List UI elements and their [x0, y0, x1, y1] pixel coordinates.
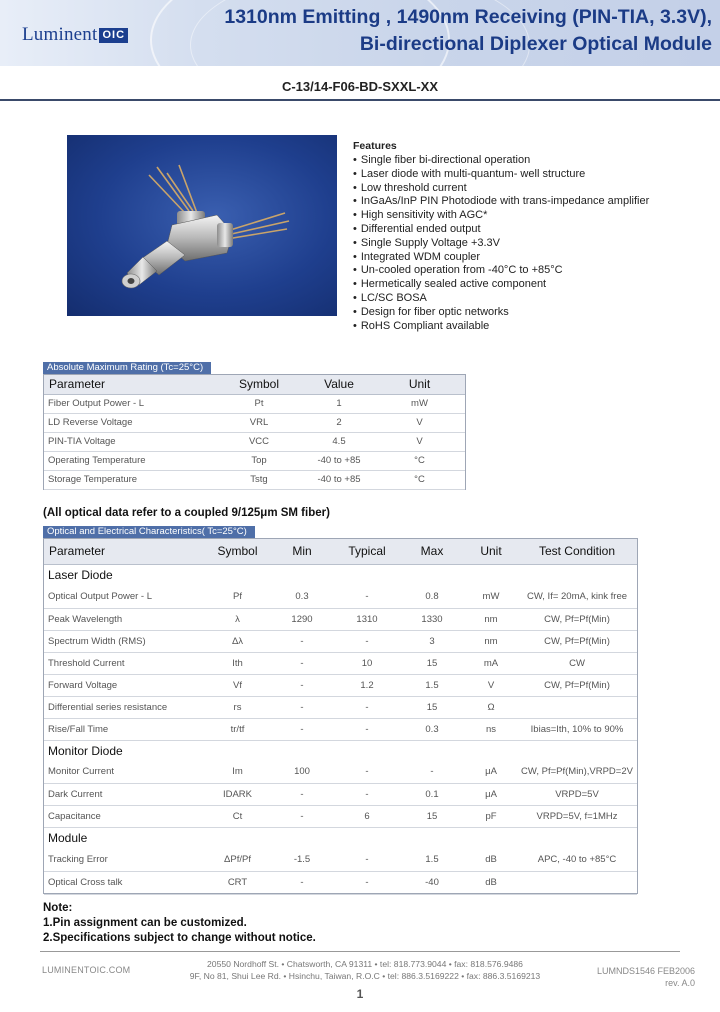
- column-header: Symbol: [206, 539, 269, 564]
- table-cell: -: [335, 783, 399, 805]
- table-cell: Forward Voltage: [44, 674, 206, 696]
- feature-item: • Hermetically sealed active component: [353, 278, 713, 292]
- optical-data-note: (All optical data refer to a coupled 9/125μm SM fiber): [43, 507, 330, 519]
- table-cell: 1: [304, 394, 374, 413]
- table-row: [44, 470, 465, 489]
- table-cell: -: [269, 696, 335, 718]
- page-number: 1: [356, 987, 364, 1001]
- table-cell: 1.5: [399, 848, 465, 871]
- table-row: [44, 696, 637, 718]
- footer-address-tw: 9F, No 81, Shui Lee Rd. • Hsinchu, Taiwan, R.O.C • tel: 886.3.5169222 • fax: 886.3.5169213: [189, 971, 541, 981]
- column-header: Parameter: [44, 375, 214, 394]
- oe-header-row: [44, 539, 637, 564]
- table-cell: Storage Temperature: [44, 470, 214, 489]
- doc-revision: rev. A.0: [665, 978, 695, 988]
- table-cell: Tracking Error: [44, 848, 206, 871]
- table-cell: Operating Temperature: [44, 451, 214, 470]
- table-cell: 3: [399, 630, 465, 652]
- footer-doc-info: [597, 965, 695, 989]
- table-cell: Rise/Fall Time: [44, 718, 206, 740]
- group-heading-monitor-diode: Monitor Diode: [48, 743, 123, 758]
- table-cell: Vf: [206, 674, 269, 696]
- notes-section: [43, 901, 316, 946]
- column-header: Symbol: [214, 375, 304, 394]
- table-row: [44, 451, 465, 470]
- table-row: [44, 608, 637, 630]
- table-cell: -40 to +85: [304, 451, 374, 470]
- table-cell: -: [335, 586, 399, 608]
- feature-item: • Integrated WDM coupler: [353, 251, 713, 265]
- feature-item: • High sensitivity with AGC*: [353, 209, 713, 223]
- table-cell: 100: [269, 761, 335, 783]
- table-cell: μA: [465, 783, 517, 805]
- table-cell: APC, -40 to +85°C: [517, 848, 637, 871]
- table-cell: VCC: [214, 432, 304, 451]
- abs-max-title: Absolute Maximum Rating (Tc=25°C): [43, 362, 211, 374]
- table-cell: 0.8: [399, 586, 465, 608]
- table-cell: nm: [465, 630, 517, 652]
- table-cell: Spectrum Width (RMS): [44, 630, 206, 652]
- table-cell: Monitor Current: [44, 761, 206, 783]
- footer-website: LUMINENTOIC.COM: [42, 965, 131, 975]
- abs-max-table: [44, 375, 465, 490]
- table-cell: mW: [465, 586, 517, 608]
- table-cell: 1310: [335, 608, 399, 630]
- feature-item: • Single fiber bi-directional operation: [353, 154, 713, 168]
- logo-badge: OIC: [99, 28, 128, 43]
- feature-item: • Laser diode with multi-quantum- well structure: [353, 168, 713, 182]
- table-cell: dB: [465, 871, 517, 894]
- table-cell: -: [269, 805, 335, 827]
- table-cell: Peak Wavelength: [44, 608, 206, 630]
- note-item: 1.Pin assignment can be customized.: [43, 917, 247, 929]
- table-row: [44, 652, 637, 674]
- table-cell: mA: [465, 652, 517, 674]
- table-cell: VRPD=5V: [517, 783, 637, 805]
- table-cell: 15: [399, 652, 465, 674]
- oe-table-title: Optical and Electrical Characteristics( Tc=25°C): [43, 526, 255, 538]
- table-cell: Threshold Current: [44, 652, 206, 674]
- table-cell: CW, Pf=Pf(Min): [517, 674, 637, 696]
- table-row: [44, 413, 465, 432]
- table-cell: -: [269, 783, 335, 805]
- table-row: [44, 674, 637, 696]
- features-section: [353, 140, 713, 333]
- group-row: [44, 827, 637, 848]
- table-cell: CW, If= 20mA, kink free: [517, 586, 637, 608]
- table-cell: [517, 871, 637, 894]
- table-row: [44, 586, 637, 608]
- abs-max-header-row: [44, 375, 465, 394]
- table-cell: CW, Pf=Pf(Min): [517, 630, 637, 652]
- feature-item: • Single Supply Voltage +3.3V: [353, 237, 713, 251]
- table-cell: Δλ: [206, 630, 269, 652]
- table-cell: CW, Pf=Pf(Min): [517, 608, 637, 630]
- group-row: [44, 564, 637, 586]
- table-cell: -: [335, 848, 399, 871]
- table-cell: CW: [517, 652, 637, 674]
- table-cell: Dark Current: [44, 783, 206, 805]
- table-cell: -: [269, 718, 335, 740]
- table-cell: μA: [465, 761, 517, 783]
- table-cell: -40: [399, 871, 465, 894]
- table-row: [44, 718, 637, 740]
- table-cell: °C: [374, 470, 465, 489]
- part-number-bar: [0, 76, 720, 101]
- table-cell: VRPD=5V, f=1MHz: [517, 805, 637, 827]
- table-cell: VRL: [214, 413, 304, 432]
- column-header: Value: [304, 375, 374, 394]
- table-cell: -: [335, 761, 399, 783]
- table-cell: Tstg: [214, 470, 304, 489]
- table-cell: Ω: [465, 696, 517, 718]
- table-cell: dB: [465, 848, 517, 871]
- table-cell: -: [269, 630, 335, 652]
- table-cell: Optical Output Power - L: [44, 586, 206, 608]
- table-cell: -: [335, 871, 399, 894]
- table-cell: Ith: [206, 652, 269, 674]
- table-cell: [517, 696, 637, 718]
- table-cell: 2: [304, 413, 374, 432]
- column-header: Test Condition: [517, 539, 637, 564]
- column-header: Unit: [374, 375, 465, 394]
- table-cell: LD Reverse Voltage: [44, 413, 214, 432]
- table-cell: λ: [206, 608, 269, 630]
- table-cell: 0.3: [399, 718, 465, 740]
- table-cell: 1330: [399, 608, 465, 630]
- table-row: [44, 432, 465, 451]
- table-cell: -: [269, 652, 335, 674]
- feature-item: • RoHS Compliant available: [353, 320, 713, 334]
- table-row: [44, 871, 637, 894]
- page-title-line1: 1310nm Emitting , 1490nm Receiving (PIN-TIA, 3.3V),: [224, 6, 712, 28]
- feature-item: • Design for fiber optic networks: [353, 306, 713, 320]
- table-cell: 10: [335, 652, 399, 674]
- table-cell: -: [269, 871, 335, 894]
- column-header: Max: [399, 539, 465, 564]
- table-cell: CRT: [206, 871, 269, 894]
- table-cell: IDARK: [206, 783, 269, 805]
- features-list: [353, 154, 713, 333]
- table-cell: ΔPf/Pf: [206, 848, 269, 871]
- table-row: [44, 630, 637, 652]
- table-cell: -: [335, 630, 399, 652]
- product-photo: [67, 135, 337, 316]
- table-row: [44, 848, 637, 871]
- table-cell: 1.2: [335, 674, 399, 696]
- table-cell: -: [335, 696, 399, 718]
- footer-address-us: 20550 Nordhoff St. • Chatsworth, CA 91311 • tel: 818.773.9044 • fax: 818.576.9486: [207, 959, 523, 969]
- table-cell: -1.5: [269, 848, 335, 871]
- logo-text: Luminent: [22, 24, 98, 45]
- features-heading: Features: [353, 140, 397, 152]
- table-cell: Pt: [214, 394, 304, 413]
- table-cell: rs: [206, 696, 269, 718]
- table-row: [44, 783, 637, 805]
- company-logo: [22, 24, 128, 46]
- table-cell: °C: [374, 451, 465, 470]
- table-row: [44, 761, 637, 783]
- table-cell: CW, Pf=Pf(Min),VRPD=2V: [517, 761, 637, 783]
- table-cell: mW: [374, 394, 465, 413]
- column-header: Typical: [335, 539, 399, 564]
- table-cell: 1.5: [399, 674, 465, 696]
- table-row: [44, 805, 637, 827]
- feature-item: • InGaAs/InP PIN Photodiode with trans-impedance amplifier: [353, 195, 713, 209]
- feature-item: • Differential ended output: [353, 223, 713, 237]
- table-cell: Optical Cross talk: [44, 871, 206, 894]
- doc-number: LUMNDS1546 FEB2006: [596, 966, 695, 976]
- feature-item: • LC/SC BOSA: [353, 292, 713, 306]
- table-cell: Im: [206, 761, 269, 783]
- part-number: C-13/14-F06-BD-SXXL-XX: [281, 79, 439, 94]
- note-item: 2.Specifications subject to change without notice.: [43, 932, 316, 944]
- table-cell: Capacitance: [44, 805, 206, 827]
- table-cell: Differential series resistance: [44, 696, 206, 718]
- table-cell: 15: [399, 805, 465, 827]
- table-cell: PIN-TIA Voltage: [44, 432, 214, 451]
- header-banner: [0, 0, 720, 66]
- table-cell: tr/tf: [206, 718, 269, 740]
- table-cell: 4.5: [304, 432, 374, 451]
- column-header: Parameter: [44, 539, 206, 564]
- table-cell: -: [269, 674, 335, 696]
- group-heading-module: Module: [48, 830, 88, 845]
- table-cell: ns: [465, 718, 517, 740]
- oe-table: [44, 539, 637, 895]
- footer-divider: [40, 951, 680, 952]
- table-cell: -40 to +85: [304, 470, 374, 489]
- group-heading-laser-diode: Laser Diode: [48, 568, 113, 583]
- bosa-module-illustration: [67, 135, 337, 316]
- table-cell: V: [374, 413, 465, 432]
- table-cell: Top: [214, 451, 304, 470]
- table-cell: 15: [399, 696, 465, 718]
- feature-item: • Low threshold current: [353, 182, 713, 196]
- group-row: [44, 740, 637, 761]
- table-cell: 0.3: [269, 586, 335, 608]
- table-cell: 6: [335, 805, 399, 827]
- table-cell: Fiber Output Power - L: [44, 394, 214, 413]
- table-cell: V: [374, 432, 465, 451]
- table-cell: nm: [465, 608, 517, 630]
- table-cell: 0.1: [399, 783, 465, 805]
- table-cell: Pf: [206, 586, 269, 608]
- column-header: Unit: [465, 539, 517, 564]
- table-cell: pF: [465, 805, 517, 827]
- page-title-line2: Bi-directional Diplexer Optical Module: [359, 33, 712, 55]
- table-cell: -: [399, 761, 465, 783]
- table-cell: Ct: [206, 805, 269, 827]
- table-cell: V: [465, 674, 517, 696]
- table-cell: 1290: [269, 608, 335, 630]
- feature-item: • Un-cooled operation from -40°C to +85°C: [353, 264, 713, 278]
- table-cell: -: [335, 718, 399, 740]
- table-row: [44, 394, 465, 413]
- column-header: Min: [269, 539, 335, 564]
- notes-heading: Note:: [43, 902, 73, 914]
- table-cell: Ibias=Ith, 10% to 90%: [517, 718, 637, 740]
